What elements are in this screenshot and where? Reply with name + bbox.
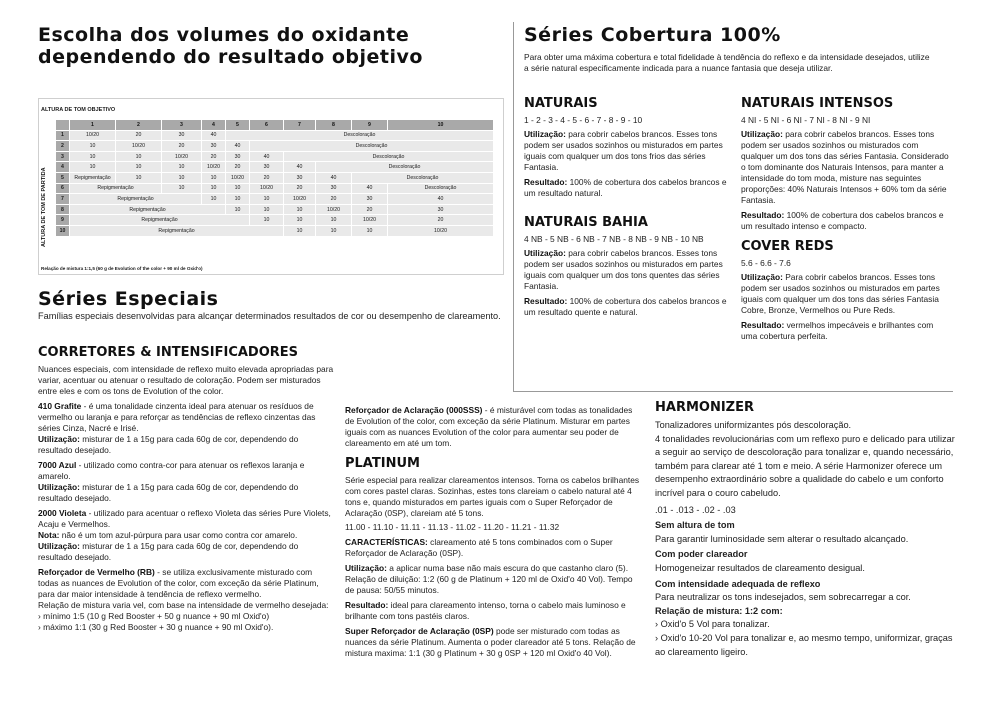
table-cell: 10 (116, 172, 162, 183)
bahia-result (524, 296, 732, 318)
table-cell: 20 (162, 141, 202, 152)
table-cell: Descoloração (316, 162, 494, 173)
azul-text: - utilizado como contra-cor para atenuar os reflexos laranja e amarelo. (38, 460, 305, 481)
table-cell: 10 (70, 162, 116, 173)
table-cell: 10 (316, 215, 352, 226)
table-corner-cell (56, 120, 70, 131)
table-header-cell: 10 (388, 120, 494, 131)
intensos-use-label: Utilização: (741, 129, 783, 139)
grafite-name: 410 Grafite (38, 401, 82, 411)
table-cell: 10 (226, 183, 250, 194)
table-cell: 10 (250, 194, 284, 205)
divider-vertical (513, 22, 514, 392)
table-cell: 10 (284, 225, 316, 236)
table-cell: Repigmentação (70, 183, 162, 194)
grafite-text: - é uma tonalidade cinzenta ideal para atenuar os resíduos de vermelho ou laranja e para reforçar as tendências de reflexo cinzentas das séries Cinza, Nacré e Irisé. (38, 401, 316, 433)
table-row-number: 9 (56, 215, 70, 226)
table-header-cell: 9 (352, 120, 388, 131)
azul-use: misturar de 1 a 15g para cada 60g de cor, dependendo do resultado desejado. (38, 482, 299, 503)
harmonizer-s1-label: Sem altura de tom (655, 520, 735, 531)
intensos-use (741, 129, 951, 206)
table-cell: 30 (226, 151, 250, 162)
table-header-row (56, 120, 494, 131)
oxidant-table (55, 119, 494, 237)
cobertura-right-column (741, 96, 951, 342)
naturais-use-label: Utilização: (524, 129, 566, 139)
table-cell: 20 (284, 183, 316, 194)
table-cell: 10 (284, 215, 316, 226)
table-cell: Repigmentação (70, 204, 226, 215)
table-cell: 20 (316, 194, 352, 205)
violeta-text: - utilizado para acentuar o reflexo Violeta das séries Pure Violets, Acaju e Vermelhos. (38, 508, 331, 529)
divider-horizontal (513, 391, 953, 392)
harmonizer-s1-text: Para garantir luminosidade sem alterar o resultado alcançado. (655, 533, 909, 544)
table-cell: 40 (352, 183, 388, 194)
table-cell: 40 (284, 162, 316, 173)
naturais-tones: 1 - 2 - 3 - 4 - 5 - 6 - 7 - 8 - 9 - 10 (524, 115, 643, 125)
cobertura-title: Séries Cobertura 100% (524, 24, 781, 46)
table-cell: Descoloração (284, 151, 494, 162)
table-title: ALTURA DE TOM OBJETIVO (41, 107, 116, 113)
platinum-res-label: Resultado: (345, 600, 389, 610)
naturais-res-text: 100% de cobertura dos cabelos brancos e um resultado natural. (524, 177, 727, 198)
page-title-line-2: dependendo do resultado objetivo (38, 46, 423, 68)
platinum-use-text: a aplicar numa base não mais escura do que castanho claro (5). Relação de diluição: 1:2 (60 g de Platinum + 120 ml de Oxid'o 40 Vol). Tempo de pausa: 50/55 minutos. (345, 563, 633, 595)
table-cell: 40 (202, 130, 226, 141)
table-header-cell: 2 (116, 120, 162, 131)
cover-reds-use-label: Utilização: (741, 272, 783, 282)
violeta-name: 2000 Violeta (38, 508, 87, 518)
platinum-use-label: Utilização: (345, 563, 387, 573)
violeta-note-label: Nota: (38, 530, 60, 540)
platinum-intro: Série especial para realizar clareamentos intensos. Torna os cabelos brilhantes com cores pastel claras. Sozinhas, estes tons clareiam o cabelo natural até 4 tons e, quando misturados em partes iguais com o Super Reforçador de Aclaração (0SP), clareiam até 5 tons. (345, 475, 640, 518)
table-cell: 30 (316, 183, 352, 194)
bahia-res-label: Resultado: (524, 296, 568, 306)
platinum-caracteristicas (345, 537, 641, 559)
table-row (56, 141, 494, 152)
table-row (56, 130, 494, 141)
table-cell: 40 (388, 194, 494, 205)
table-cell: 30 (202, 141, 226, 152)
platinum-tones: 11.00 - 11.10 - 11.11 - 11.13 - 11.02 - 11.20 - 11.21 - 11.32 (345, 522, 560, 532)
violeta-note: não é um tom azul-púrpura para usar como contra cor amarelo. (59, 530, 298, 540)
cover-reds-res-text: vermelhos impecáveis e brilhantes com uma cobertura perfeita. (741, 320, 934, 341)
table-header-cell: 6 (250, 120, 284, 131)
bahia-res-text: 100% de cobertura dos cabelos brancos e um resultado quente e natural. (524, 296, 727, 317)
table-cell: 30 (388, 204, 494, 215)
table-cell: 10 (70, 151, 116, 162)
intensos-res-label: Resultado: (741, 210, 785, 220)
red-booster-min: › mínimo 1:5 (10 g Red Booster + 50 g nuance + 90 ml Oxid'o) (38, 611, 270, 621)
table-cell: 10 (202, 172, 226, 183)
table-row (56, 194, 494, 205)
platinum-res-text: ideal para clareamento intenso, torna o cabelo mais luminoso e brilhante com tons pastéis claros. (345, 600, 626, 621)
red-booster-text: - se utiliza exclusivamente misturado com todas as nuances de Evolution of the color, com exceção da série Platinum, para dar maior intensidade à tendência de reflexo vermelho. (38, 567, 319, 599)
table-header-cell: 7 (284, 120, 316, 131)
table-cell: 30 (162, 130, 202, 141)
violeta-use-label: Utilização: (38, 541, 80, 551)
table-row (56, 172, 494, 183)
table-side-label: ALTURA DE TOM DE PARTIDA (41, 167, 47, 247)
table-cell: Repigmentação (70, 225, 284, 236)
harmonizer-s3-label: Com intensidade adequada de reflexo (655, 578, 821, 589)
naturais-use (524, 129, 732, 173)
azul-paragraph (38, 460, 334, 504)
table-cell: Descoloração (352, 172, 494, 183)
table-cell: 30 (250, 162, 284, 173)
table-cell: 10/20 (250, 183, 284, 194)
table-row-number: 4 (56, 162, 70, 173)
harmonizer-ratio-2: › Oxid'o 10-20 Vol para tonalizar e, ao mesmo tempo, uniformizar, graças ao clareamento ligeiro. (655, 632, 953, 657)
table-row-number: 5 (56, 172, 70, 183)
table-cell: 20 (388, 215, 494, 226)
table-cell: 10 (250, 215, 284, 226)
table-cell: 10 (284, 204, 316, 215)
reforcador-paragraph (345, 405, 641, 449)
table-row-number: 8 (56, 204, 70, 215)
cover-reds-title: COVER REDS (741, 239, 834, 254)
reforcador-text: - é misturável com todas as tonalidades de Evolution of the color, com exceção da série Platinum. Misturar em partes iguais com as nuances Evolution of the color para aumentar seu poder de clareamento em até um tom. (345, 405, 633, 448)
oxidant-table-panel (38, 98, 504, 275)
table-cell: 10/20 (70, 130, 116, 141)
cobertura-intro: Para obter uma máxima cobertura e total fidelidade à tendência do reflexo e da intensidade desejados, utilize a série natural especificamente indicada para a nuance fantasia que deseja utilizar. (524, 52, 930, 73)
table-cell: 30 (352, 194, 388, 205)
corretores-column (38, 364, 334, 633)
harmonizer-s2-text: Homogeneizar resultados de clareamento desigual. (655, 562, 865, 573)
table-cell: Descoloração (226, 130, 494, 141)
table-cell: 10/20 (316, 204, 352, 215)
platinum-title: PLATINUM (345, 456, 420, 471)
intensos-use-text: para cobrir cabelos brancos. Esses tons podem ser usados sozinhos ou misturados com qualquer um dos tons das séries Fantasia. Considerado o tom dominante dos Naturais Intensos, para manter a intensidade do tom moda, misture nas seguintes proporções: 40% Naturais Intensos + 60% tom da série Fantasia. (741, 129, 949, 205)
table-cell: 10/20 (388, 225, 494, 236)
grafite-use: misturar de 1 a 15g para cada 60g de cor, dependendo do resultado desejado. (38, 434, 299, 455)
harmonizer-s2-label: Com poder clareador (655, 549, 748, 560)
corretores-intro: Nuances especiais, com intensidade de reflexo muito elevada apropriadas para variar, acentuar ou atenuar o resultado de coloração. Podem ser misturados entre eles e com os tons de Evolution of the color. (38, 364, 334, 396)
harmonizer-ratio-1: › Oxid'o 5 Vol para tonalizar. (655, 619, 770, 630)
table-cell: 10 (116, 151, 162, 162)
corretores-title: CORRETORES & INTENSIFICADORES (38, 345, 299, 360)
table-cell: 20 (202, 151, 226, 162)
cover-reds-res-label: Resultado: (741, 320, 785, 330)
table-cell: 40 (316, 172, 352, 183)
table-cell: 10 (202, 194, 226, 205)
table-cell: 20 (116, 130, 162, 141)
table-row (56, 215, 494, 226)
harmonizer-title: HARMONIZER (655, 400, 754, 415)
table-cell: 10/20 (284, 194, 316, 205)
table-cell: 10 (162, 183, 202, 194)
table-row-number: 2 (56, 141, 70, 152)
table-header-cell: 5 (226, 120, 250, 131)
azul-use-label: Utilização: (38, 482, 80, 492)
red-booster-ratio: Relação de mistura varia vel, com base na intensidade de vermelho desejada: (38, 600, 329, 610)
table-cell: 10/20 (162, 151, 202, 162)
cover-reds-use-text: Para cobrir cabelos brancos. Esses tons podem ser usados sozinhos ou misturados em partes iguais com qualquer um dos tons das séries Fantasia Cobre, Bronze, Vermelhos ou Pure Reds. (741, 272, 940, 315)
table-row-number: 1 (56, 130, 70, 141)
table-footnote: Relação de mistura 1:1,5 (60 g de Evolution of the color + 90 ml de Oxid'o) (41, 266, 203, 271)
reforcador-name: Reforçador de Aclaração (000SSS) (345, 405, 483, 415)
table-cell: 10 (226, 204, 250, 215)
table-cell: 10 (162, 162, 202, 173)
table-row-number: 7 (56, 194, 70, 205)
intensos-result (741, 210, 951, 232)
caracteristicas-text: clareamento até 5 tons combinados com o Super Reforçador de Aclaração (0SP). (345, 537, 613, 558)
table-cell: 10 (162, 172, 202, 183)
cover-reds-result (741, 320, 951, 342)
red-booster-name: Reforçador de Vermelho (RB) (38, 567, 155, 577)
red-booster-max: › máximo 1:1 (30 g Red Booster + 30 g nuance + 90 ml Oxid'o). (38, 622, 274, 632)
table-cell: Repigmentação (70, 172, 116, 183)
page-title (38, 24, 508, 68)
harmonizer-s3-text: Para neutralizar os tons indesejados, sem sobrecarregar a cor. (655, 592, 911, 603)
table-row (56, 183, 494, 194)
table-cell: 10 (316, 225, 352, 236)
azul-name: 7000 Azul (38, 460, 77, 470)
grafite-paragraph (38, 401, 334, 456)
table-cell: 10/20 (352, 215, 388, 226)
cover-reds-tones: 5.6 - 6.6 - 7.6 (741, 258, 791, 268)
especiais-intro: Famílias especiais desenvolvidas para alcançar determinados resultados de cor ou desempenho de clareamento. (38, 311, 501, 321)
bahia-tones: 4 NB - 5 NB - 6 NB - 7 NB - 8 NB - 9 NB - 10 NB (524, 234, 704, 244)
especiais-title: Séries Especiais (38, 288, 219, 310)
harmonizer-section (655, 400, 955, 659)
table-cell: 10/20 (226, 172, 250, 183)
table-cell: 10 (202, 183, 226, 194)
table-row-number: 10 (56, 225, 70, 236)
bahia-use-text: para cobrir cabelos brancos. Esses tons podem ser usados sozinhos ou misturados em partes iguais com qualquer um dos tons quentes das séries Fantasia. (524, 248, 723, 291)
naturais-use-text: para cobrir cabelos brancos. Esses tons podem ser usados sozinhos ou misturados em partes iguais com qualquer um dos tons frios das séries Fantasia. (524, 129, 723, 172)
harmonizer-text: 4 tonalidades revolucionárias com um reflexo puro e delicado para utilizar a seguir ao serviço de descoloração para tonalizar e, quando necessário, também para clarear até 1 tom e meio. A série Harmonizer oferece um desempenho extraordinário sobre a qualidade do cabelo e um conforto incrível para o couro cabeludo. (655, 433, 955, 498)
page-title-line-1: Escolha dos volumes do oxidante (38, 24, 410, 46)
super-reforcador-text: pode ser misturado com todas as nuances da série Platinum. Aumenta o poder clareador até 5 tons. Relação de mistura maxima: 1:1 (30 g Platinum + 30 g 0SP + 120 ml Oxid'o 40 Vol). (345, 626, 636, 658)
table-cell: 10 (250, 204, 284, 215)
harmonizer-ratio-label: Relação de mistura: 1:2 com: (655, 605, 783, 616)
table-cell: 40 (226, 141, 250, 152)
cobertura-left-column (524, 96, 732, 318)
bahia-title: NATURAIS BAHIA (524, 215, 648, 230)
table-cell: 20 (352, 204, 388, 215)
caracteristicas-label: CARACTERÍSTICAS: (345, 537, 428, 547)
table-row (56, 151, 494, 162)
violeta-use: misturar de 1 a 15g para cada 60g de cor, dependendo do resultado desejado. (38, 541, 299, 562)
table-cell: 10/20 (202, 162, 226, 173)
platinum-resultado (345, 600, 641, 622)
violeta-paragraph (38, 508, 334, 563)
bahia-use (524, 248, 732, 292)
table-header-cell: 3 (162, 120, 202, 131)
intensos-res-text: 100% de cobertura dos cabelos brancos e um resultado intenso e compacto. (741, 210, 944, 231)
harmonizer-sub: Tonalizadores uniformizantes pós descoloração. (655, 420, 852, 430)
table-cell: 10 (116, 162, 162, 173)
table-row-number: 6 (56, 183, 70, 194)
bahia-use-label: Utilização: (524, 248, 566, 258)
table-cell: 10 (226, 194, 250, 205)
red-booster-paragraph (38, 567, 334, 600)
super-reforcador-name: Super Reforçador de Aclaração (0SP) (345, 626, 494, 636)
table-cell: 20 (226, 162, 250, 173)
grafite-use-label: Utilização: (38, 434, 80, 444)
super-reforcador-paragraph (345, 626, 641, 659)
table-cell: Descoloração (250, 141, 494, 152)
table-header-cell: 1 (70, 120, 116, 131)
table-cell: 10 (352, 225, 388, 236)
naturais-title: NATURAIS (524, 96, 598, 111)
table-header-cell: 4 (202, 120, 226, 131)
naturais-result (524, 177, 732, 199)
table-header-cell: 8 (316, 120, 352, 131)
table-cell: 20 (250, 172, 284, 183)
table-row (56, 225, 494, 236)
table-cell: 30 (284, 172, 316, 183)
table-cell: 10/20 (116, 141, 162, 152)
harmonizer-tones: .01 - .013 - .02 - .03 (655, 504, 736, 515)
table-cell: 10 (70, 141, 116, 152)
table-row (56, 204, 494, 215)
intensos-title: NATURAIS INTENSOS (741, 96, 894, 111)
intensos-tones: 4 NI - 5 NI - 6 NI - 7 NI - 8 NI - 9 NI (741, 115, 871, 125)
table-cell: Repigmentação (70, 215, 250, 226)
table-cell: Repigmentação (70, 194, 202, 205)
middle-column (345, 405, 641, 659)
cover-reds-use (741, 272, 951, 316)
table-cell: 40 (250, 151, 284, 162)
table-row-number: 3 (56, 151, 70, 162)
naturais-res-label: Resultado: (524, 177, 568, 187)
platinum-utilizacao (345, 563, 641, 596)
table-cell: Descoloração (388, 183, 494, 194)
table-row (56, 162, 494, 173)
